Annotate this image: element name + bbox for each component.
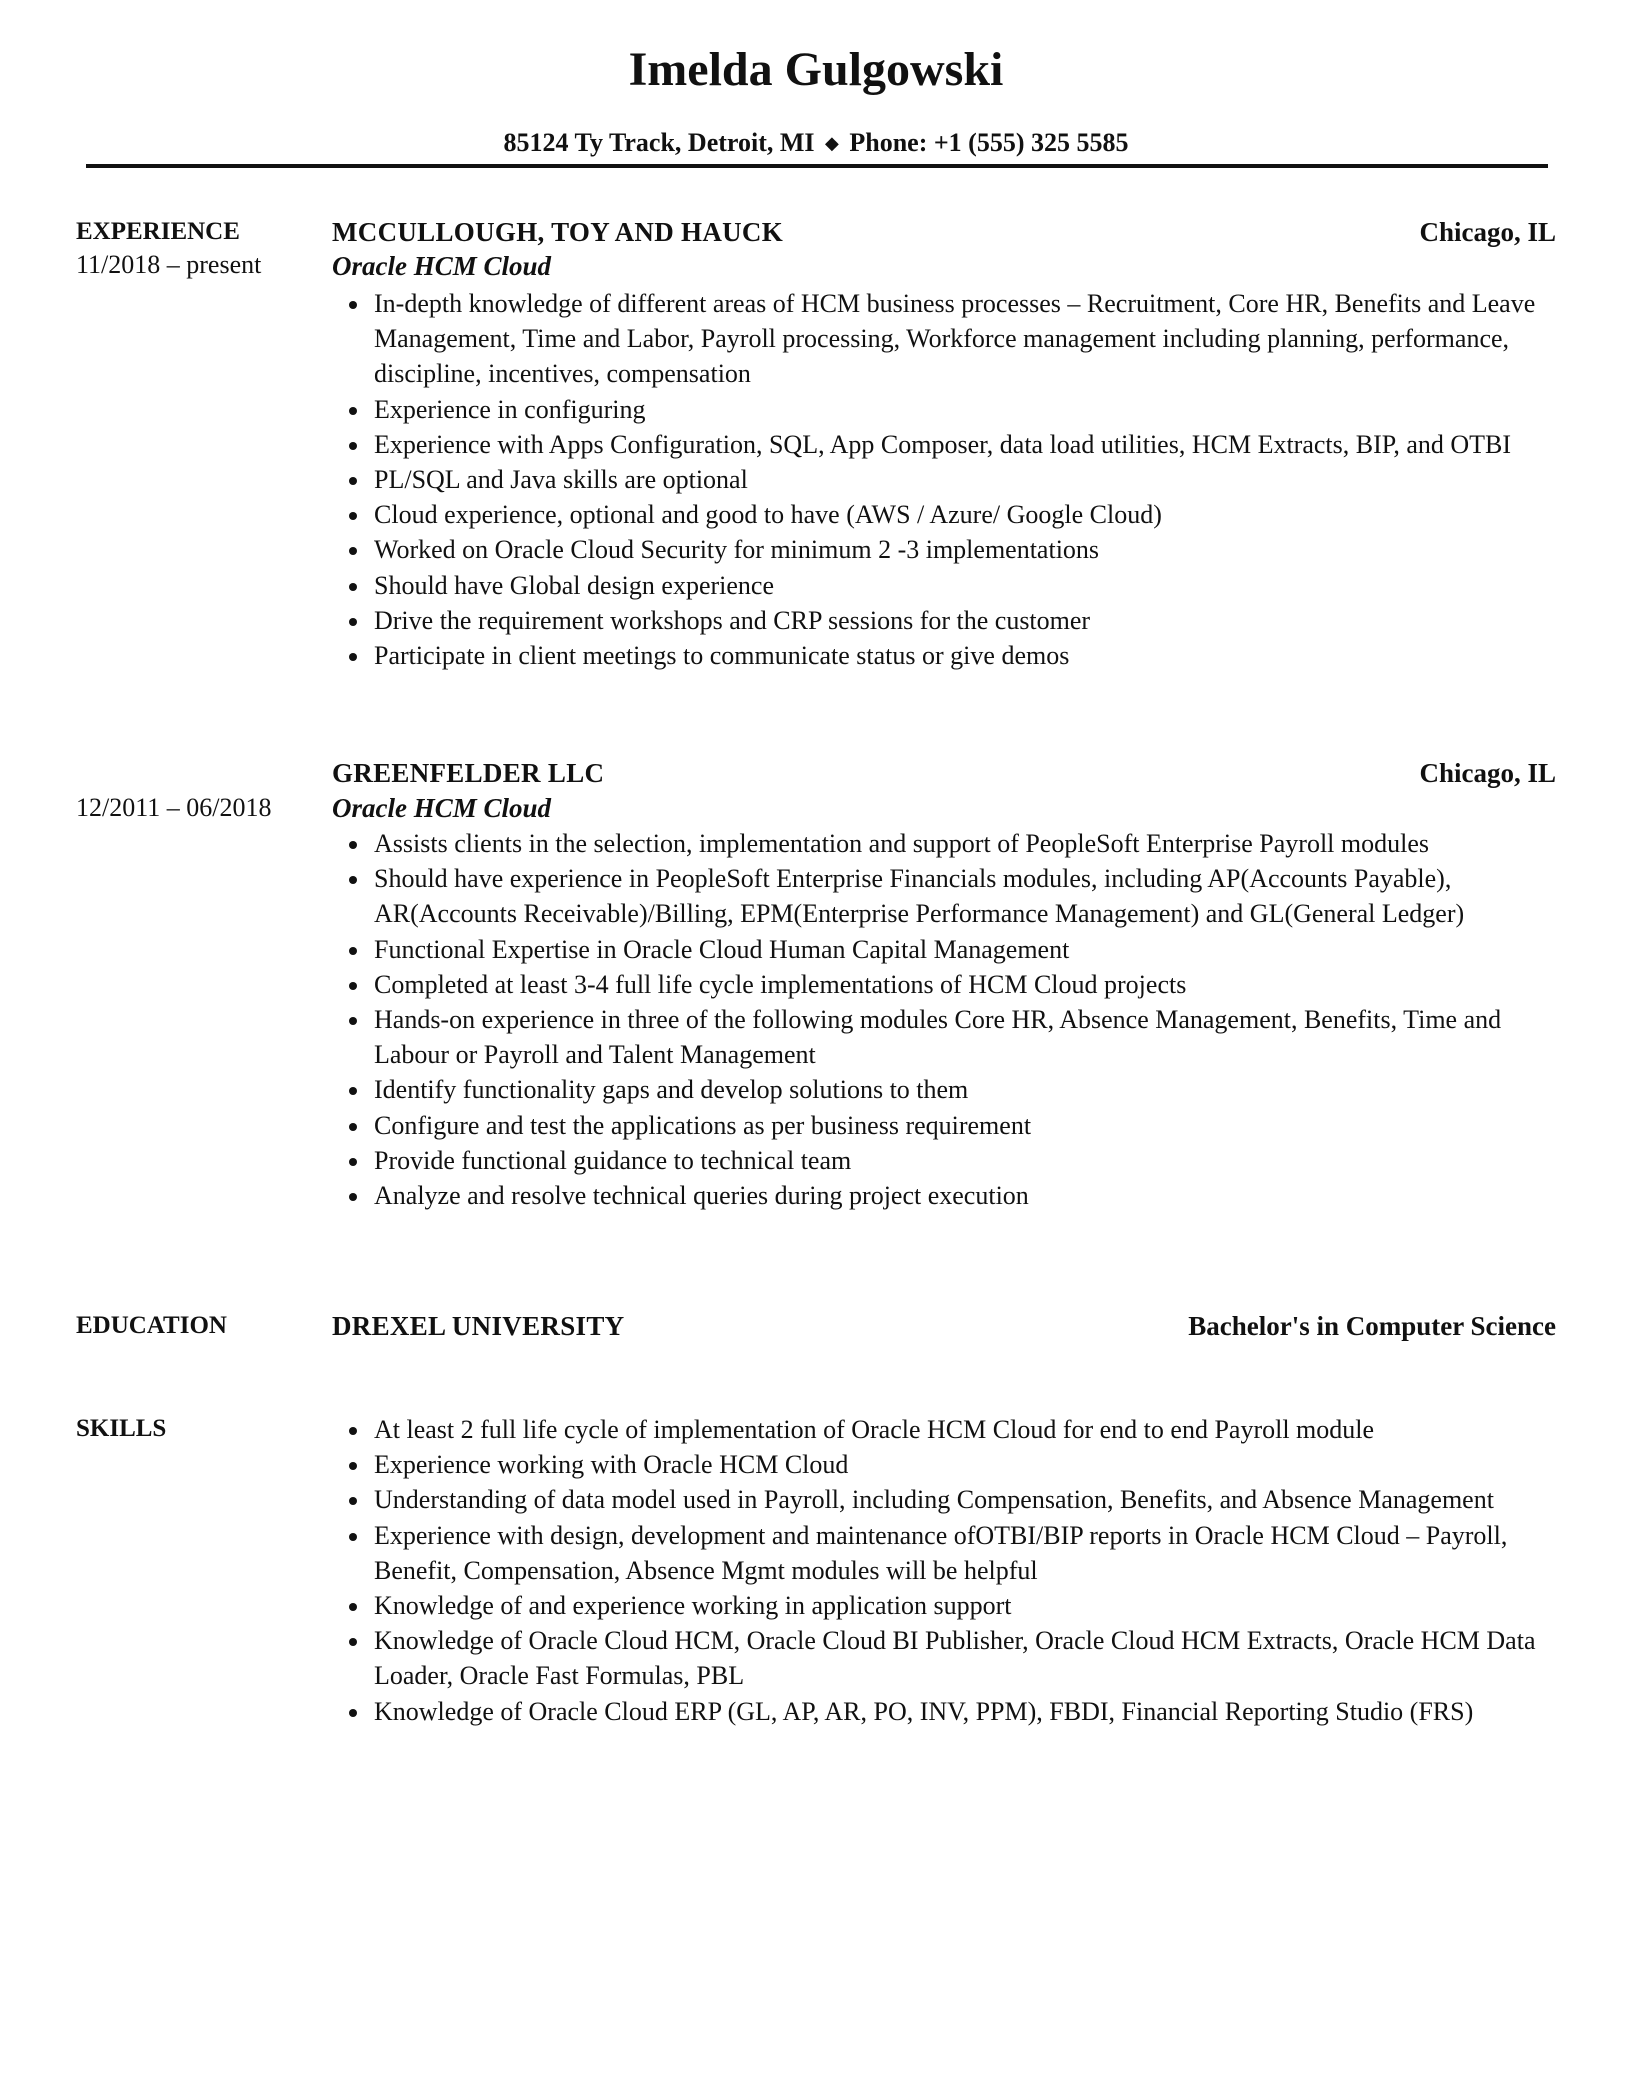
list-item: Completed at least 3-4 full life cycle implementations of HCM Cloud projects	[332, 967, 1552, 1002]
list-item: Functional Expertise in Oracle Cloud Human Capital Management	[332, 932, 1552, 967]
list-item: Experience in configuring	[332, 392, 1552, 427]
list-item: Experience with Apps Configuration, SQL, App Composer, data load utilities, HCM Extracts, BIP, and OTBI	[332, 427, 1552, 462]
list-item: Worked on Oracle Cloud Security for minimum 2 -3 implementations	[332, 532, 1552, 567]
experience-heading: EXPERIENCE	[76, 218, 240, 245]
job-2-title: Oracle HCM Cloud	[332, 793, 552, 823]
header-divider	[86, 164, 1548, 168]
contact-line	[0, 126, 1632, 160]
list-item: Knowledge of Oracle Cloud HCM, Oracle Cloud BI Publisher, Oracle Cloud HCM Extracts, Oracle HCM Data Loader, Oracle Fast Formulas, PBL	[332, 1623, 1552, 1693]
phone: Phone: +1 (555) 325 5585	[849, 128, 1129, 157]
education-degree: Bachelor's in Computer Science	[1188, 1311, 1556, 1341]
job-2-date: 12/2011 – 06/2018	[76, 793, 272, 822]
list-item: Assists clients in the selection, implementation and support of PeopleSoft Enterprise Payroll modules	[332, 826, 1552, 861]
job-2-bullets	[332, 826, 1552, 1213]
job-2-location: Chicago, IL	[1419, 758, 1556, 788]
list-item: In-depth knowledge of different areas of HCM business processes – Recruitment, Core HR, Benefits and Leave Management, Time and Labor, Payroll processing, Workforce management including planning, performance, discipline, incentives, compensation	[332, 286, 1552, 392]
list-item: Cloud experience, optional and good to have (AWS / Azure/ Google Cloud)	[332, 497, 1552, 532]
list-item: Configure and test the applications as per business requirement	[332, 1108, 1552, 1143]
education-school: DREXEL UNIVERSITY	[332, 1311, 625, 1341]
job-1-title: Oracle HCM Cloud	[332, 251, 552, 281]
diamond-separator-icon: ◆	[825, 133, 839, 153]
list-item: Hands-on experience in three of the following modules Core HR, Absence Management, Benefits, Time and Labour or Payroll and Talent Management	[332, 1002, 1552, 1072]
list-item: Experience with design, development and maintenance ofOTBI/BIP reports in Oracle HCM Cloud – Payroll, Benefit, Compensation, Absence Mgmt modules will be helpful	[332, 1518, 1552, 1588]
list-item: Drive the requirement workshops and CRP sessions for the customer	[332, 603, 1552, 638]
list-item: PL/SQL and Java skills are optional	[332, 462, 1552, 497]
job-1-company: MCCULLOUGH, TOY AND HAUCK	[332, 217, 784, 247]
education-heading: EDUCATION	[76, 1312, 227, 1339]
candidate-name: Imelda Gulgowski	[628, 43, 1004, 96]
skills-heading: SKILLS	[76, 1415, 167, 1442]
list-item: Understanding of data model used in Payroll, including Compensation, Benefits, and Absence Management	[332, 1482, 1552, 1517]
list-item: Identify functionality gaps and develop solutions to them	[332, 1072, 1552, 1107]
job-1-location: Chicago, IL	[1419, 217, 1556, 247]
address: 85124 Ty Track, Detroit, MI	[503, 128, 815, 157]
list-item: Participate in client meetings to communicate status or give demos	[332, 638, 1552, 673]
list-item: Knowledge of and experience working in application support	[332, 1588, 1552, 1623]
list-item: Should have experience in PeopleSoft Enterprise Financials modules, including AP(Accounts Payable), AR(Accounts Receivable)/Billing, EPM(Enterprise Performance Management) and GL(General Ledger)	[332, 861, 1552, 931]
job-2-company: GREENFELDER LLC	[332, 758, 605, 788]
list-item: Analyze and resolve technical queries during project execution	[332, 1178, 1552, 1213]
list-item: Knowledge of Oracle Cloud ERP (GL, AP, AR, PO, INV, PPM), FBDI, Financial Reporting Studio (FRS)	[332, 1694, 1552, 1729]
skills-bullets	[332, 1412, 1552, 1729]
list-item: Provide functional guidance to technical team	[332, 1143, 1552, 1178]
list-item: At least 2 full life cycle of implementation of Oracle HCM Cloud for end to end Payroll module	[332, 1412, 1552, 1447]
job-1-date: 11/2018 – present	[76, 250, 262, 279]
job-1-bullets	[332, 286, 1552, 673]
list-item: Experience working with Oracle HCM Cloud	[332, 1447, 1552, 1482]
list-item: Should have Global design experience	[332, 568, 1552, 603]
